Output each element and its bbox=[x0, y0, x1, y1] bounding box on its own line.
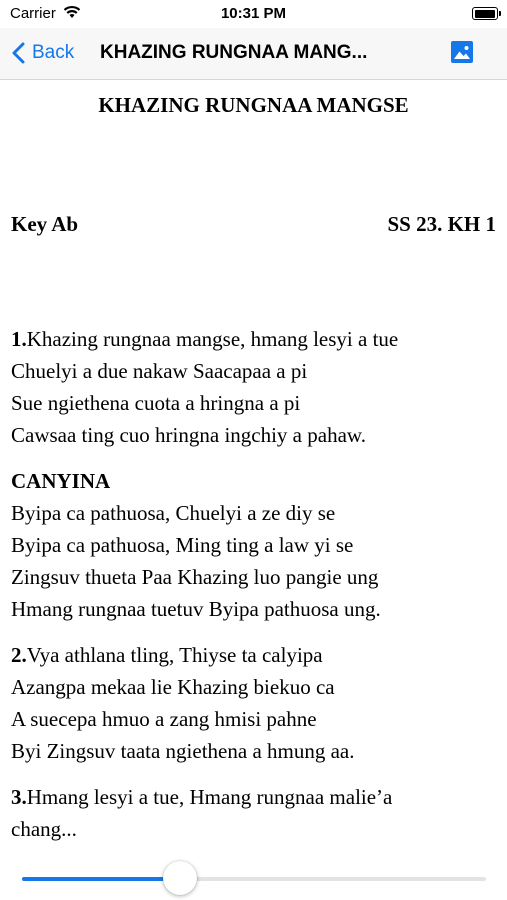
back-button[interactable] bbox=[12, 38, 74, 68]
verse-2 bbox=[11, 639, 501, 767]
chevron-left-icon bbox=[12, 42, 25, 64]
lyric-line: A suecepa hmuo a zang hmisi pahne bbox=[11, 707, 317, 731]
lyric-line: Byi Zingsuv taata ngiethena a hmung aa. bbox=[11, 739, 355, 763]
font-size-slider[interactable] bbox=[22, 877, 486, 881]
lyric-line: Byipa ca pathuosa, Chuelyi a ze diy se bbox=[11, 501, 336, 525]
lyric-line: 2.Vya athlana tling, Thiyse ta calyipa bbox=[11, 643, 323, 667]
navigation-bar bbox=[0, 28, 507, 80]
lyric-line: 1.Khazing rungnaa mangse, hmang lesyi a tue bbox=[11, 327, 399, 351]
clock: 10:31 PM bbox=[220, 5, 287, 22]
lyric-line: chang... bbox=[11, 817, 77, 841]
lyric-line: Azangpa mekaa lie Khazing biekuo ca bbox=[11, 675, 335, 699]
verse-number: 3. bbox=[11, 785, 27, 809]
verse-3 bbox=[11, 781, 501, 845]
lyric-line: Chuelyi a due nakaw Saacapaa a pi bbox=[11, 359, 308, 383]
carrier-label: Carrier bbox=[10, 5, 56, 22]
status-bar bbox=[0, 0, 507, 28]
song-title: KHAZING RUNGNAA MANGSE bbox=[98, 93, 409, 117]
lyric-line: Sue ngiethena cuota a hringna a pi bbox=[11, 391, 301, 415]
song-reference: SS 23. KH 1 bbox=[387, 212, 496, 236]
slider-thumb[interactable] bbox=[163, 861, 197, 895]
song-content[interactable] bbox=[0, 80, 507, 856]
song-key: Key Ab bbox=[11, 212, 79, 236]
nav-title: KHAZING RUNGNAA MANG... bbox=[100, 42, 368, 63]
battery-icon bbox=[472, 7, 498, 20]
lyric-line: 3.Hmang lesyi a tue, Hmang rungnaa malie’a bbox=[11, 785, 393, 809]
lyrics bbox=[11, 323, 501, 856]
chorus-heading: CANYINA bbox=[11, 469, 111, 493]
chorus bbox=[11, 465, 501, 625]
lyric-line: Hmang rungnaa tuetuv Byipa pathuosa ung. bbox=[11, 597, 381, 621]
lyric-line: Byipa ca pathuosa, Ming ting a law yi se bbox=[11, 533, 354, 557]
image-icon[interactable] bbox=[451, 41, 473, 63]
slider-fill bbox=[22, 877, 180, 881]
verse-1 bbox=[11, 323, 501, 451]
verse-number: 1. bbox=[11, 327, 27, 351]
verse-number: 2. bbox=[11, 643, 27, 667]
lyric-line: Zingsuv thueta Paa Khazing luo pangie ung bbox=[11, 565, 379, 589]
lyric-line: Cawsaa ting cuo hringna ingchiy a pahaw. bbox=[11, 423, 366, 447]
back-label: Back bbox=[32, 42, 75, 63]
